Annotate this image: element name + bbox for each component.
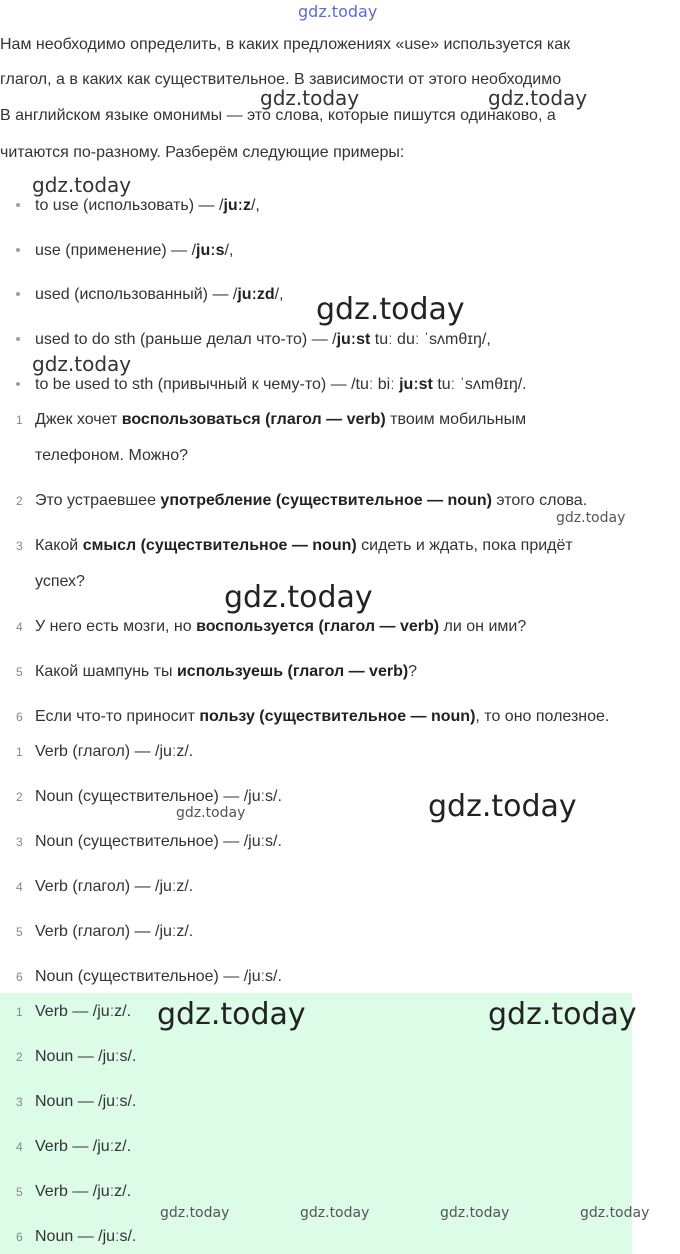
pron-item: 1 Verb (глагол) — /juːz/. (16, 743, 194, 760)
list-item: used (использованный) — /juːzd/, (16, 286, 284, 304)
pron-item: 5 Verb (глагол) — /juːz/. (16, 923, 194, 940)
intro-line-2: глагол, а в каких как существительное. В зависимости от этого необходимо (0, 71, 562, 88)
list-item: to use (использовать) — /juːz/, (16, 197, 260, 215)
answer-item: 3 Noun — /juːs/. (16, 1093, 137, 1110)
watermark: gdz.today (488, 86, 588, 110)
sentence-continuation: телефоном. Можно? (35, 447, 188, 464)
watermark: gdz.today (298, 2, 378, 21)
pron-item: 2 Noun (существительное) — /juːs/. (16, 788, 282, 805)
watermark: gdz.today (160, 1205, 230, 1221)
answer-item: 5 Verb — /juːz/. (16, 1183, 132, 1200)
answer-item: 6 Noun — /juːs/. (16, 1228, 137, 1245)
watermark: gdz.today (556, 510, 626, 526)
intro-line-4: читаются по-разному. Разберём следующие примеры: (0, 144, 405, 161)
intro-line-3: В английском языке омонимы — это слова, которые пишутся одинаково, а (0, 107, 556, 124)
watermark: gdz.today (300, 1205, 370, 1221)
answer-item: 4 Verb — /juːz/. (16, 1138, 132, 1155)
pron-item: 6 Noun (существительное) — /juːs/. (16, 968, 282, 985)
watermark: gdz.today (488, 997, 637, 1032)
sentence-item: 4 У него есть мозги, но воспользуется (глагол — verb) ли он ими? (16, 618, 527, 635)
watermark: gdz.today (440, 1205, 510, 1221)
watermark: gdz.today (32, 173, 132, 197)
sentence-item: 6 Если что-то приносит пользу (существительное — noun), то оно полезное. (16, 708, 610, 725)
bullet-icon (16, 203, 20, 207)
sentence-item: 1 Джек хочет воспользоваться (глагол — verb) твоим мобильным (16, 411, 527, 428)
pron-item: 3 Noun (существительное) — /juːs/. (16, 833, 282, 850)
bullet-icon (16, 248, 20, 252)
sentence-item: 5 Какой шампунь ты используешь (глагол — verb)? (16, 663, 418, 680)
bullet-icon (16, 382, 20, 386)
watermark: gdz.today (428, 789, 577, 824)
answer-item: 1 Verb — /juːz/. (16, 1003, 132, 1020)
watermark: gdz.today (260, 86, 360, 110)
sentence-item: 2 Это устраевшее употребление (существительное — noun) этого слова. (16, 492, 588, 509)
watermark: gdz.today (157, 997, 306, 1032)
list-item: use (применение) — /juːs/, (16, 242, 233, 260)
watermark: gdz.today (32, 352, 132, 376)
bullet-icon (16, 292, 20, 296)
watermark: gdz.today (176, 805, 246, 821)
watermark: gdz.today (580, 1205, 650, 1221)
list-item: to be used to sth (привычный к чему-то) — /tuː biː juːst tuː ˈsʌmθɪŋ/. (16, 376, 527, 394)
intro-line-1: Нам необходимо определить, в каких предложениях «use» используется как (0, 36, 571, 53)
list-item: used to do sth (раньше делал что-то) — /juːst tuː duː ˈsʌmθɪŋ/, (16, 331, 491, 349)
pron-item: 4 Verb (глагол) — /juːz/. (16, 878, 194, 895)
watermark: gdz.today (224, 580, 373, 615)
sentence-continuation: успех? (35, 573, 85, 590)
sentence-item: 3 Какой смысл (существительное — noun) сидеть и ждать, пока придёт (16, 537, 573, 554)
watermark: gdz.today (316, 292, 465, 327)
answer-item: 2 Noun — /juːs/. (16, 1048, 137, 1065)
bullet-icon (16, 337, 20, 341)
